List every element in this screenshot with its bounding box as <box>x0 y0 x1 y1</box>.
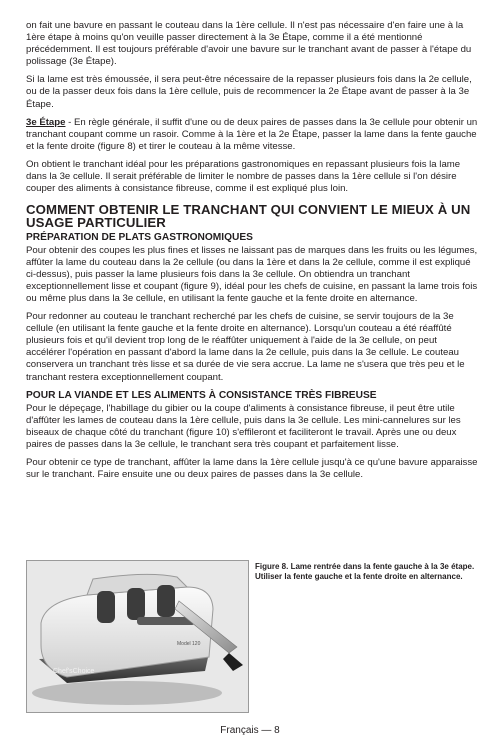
slot-2 <box>127 588 145 620</box>
paragraph-stage-3 <box>26 117 478 153</box>
paragraph-burr: on fait une bavure en passant le couteau dans la 1ère cellule. Il n'est pas nécessaire d'en faire une à la 1ère étape à moins qu'on veuille passer directement à la 3e Étape, comme il a été mentionné précédemment. Il est toujours préférable d'avoir une bavure sur le tranchant avant de passer à l'étape du polissage (3e Étape). <box>26 20 472 68</box>
slot-3 <box>157 585 175 617</box>
paragraph-fine-cuts: Pour obtenir des coupes les plus fines et lisses ne laissant pas de marques dans les fruits ou les légumes, affûter la lame du couteau dans la 2e cellule (ou dans la 1ère et dans la 2e cellule, comme il est expliqué ci-dessus), puis passer la lame plusieurs fois dans la 3e cellule. On obtiendra un tranchant exceptionnellement lisse et coupant (figure 9), idéal pour les chefs de cuisine, en passant la lame trois fois ou même plus dans la 3e cellule, en utilisant la fente gauche et la fente droite en alternance. <box>26 244 478 304</box>
brand-logo: Chef'sChoice <box>53 668 95 675</box>
paragraph-dull-blade: Si la lame est très émoussée, il sera peut-être nécessaire de la repasser plusieurs fois dans la 2e cellule, ou de la passer deux fois dans la 1ère cellule, puis de recommencer la 2e Étape avant de passer à la 3e Étape. <box>26 74 472 110</box>
page-content <box>26 20 478 487</box>
slot-1 <box>97 591 115 623</box>
figure-8 <box>26 560 478 714</box>
stage-3-text: - En règle générale, il suffit d'une ou de deux paires de passes dans la 3e cellule pour obtenir un tranchant coupant comme un rasoir. Comme à la 1ère et la 2e Étape, passer la lame dans la fente gauche et la fente droite (figure 8) et tirer le couteau à la même vitesse. <box>26 116 478 152</box>
paragraph-chef-edge: Pour redonner au couteau le tranchant recherché par les chefs de cuisine, se servir toujours de la 3e cellule (en utilisant la fente gauche et la fente droite en alternance). Lorsqu'un couteau a été réaffûté plusieurs fois et qu'il devient trop long de le réaffûter uniquement à l'aide de la 3e cellule, on peut accélérer l'opération en passant d'abord la lame dans la 2e cellule, puis dans la 3e cellule. Le couteau conservera un tranchant très lisse et sa durée de vie sera accrue. La lame ne s'usera que très peu et le tranchant restera exceptionnellement coupant. <box>26 311 465 383</box>
paragraph-meat: Pour le dépeçage, l'habillage du gibier ou la coupe d'aliments à consistance fibreuse, il peut être utile d'affûter les lames de couteau dans la 1ère cellule, puis dans la 3e cellule. Les mini-cannelures sur les biseaux de chaque côté du tranchant (figure 10) s'effileront et faciliteront le travail. Après une ou deux paires de passes dans la 3e cellule, le tranchant sera très coupant et parfaitement lisse. <box>26 402 461 450</box>
stage-3-term: 3e Étape <box>26 116 66 128</box>
knife-sharpener-illustration <box>27 561 248 712</box>
page-footer: Français — 8 <box>220 725 280 736</box>
figure-caption: Figure 8. Lame rentrée dans la fente gauche à la 3e étape. Utiliser la fente gauche et la fente droite en alternance. <box>255 562 475 581</box>
sharpener-photo <box>26 560 249 713</box>
paragraph-burr-edge: Pour obtenir ce type de tranchant, affûter la lame dans la 1ère cellule jusqu'à ce qu'une bavure apparaisse sur le tranchant. Faire ensuite une ou deux paires de passes dans la 3e cellule. <box>26 457 478 481</box>
subheading-gastronomic: PRÉPARATION DE PLATS GASTRONOMIQUES <box>26 231 253 243</box>
paragraph-gastronomic: On obtient le tranchant idéal pour les préparations gastronomiques en repassant plusieurs fois la lame dans la 3e cellule. Il serait préférable de limiter le nombre de passes dans la 1ère cellule si l'on désire couper des aliments à consistance fibreuse, comme il est expliqué plus loin. <box>26 158 461 195</box>
model-label: Model 120 <box>177 641 201 647</box>
section-heading: COMMENT OBTENIR LE TRANCHANT QUI CONVIENT LE MIEUX À UN USAGE PARTICULIER <box>26 202 471 231</box>
subheading-fibrous: POUR LA VIANDE ET LES ALIMENTS À CONSISTANCE TRÈS FIBREUSE <box>26 389 377 401</box>
